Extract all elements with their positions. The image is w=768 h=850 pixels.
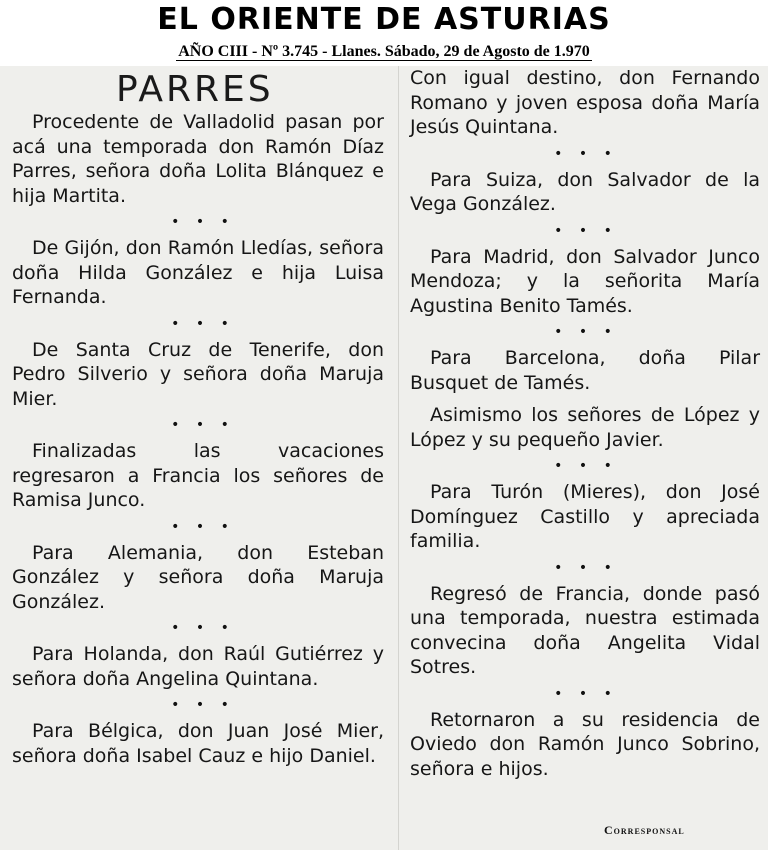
news-paragraph: Para Barcelona, doña Pilar Busquet de Tamés. <box>410 347 760 394</box>
newspaper-title: EL ORIENTE DE ASTURIAS <box>157 2 611 37</box>
issue-line-text: AÑO CIII - Nº 3.745 - Llanes. Sábado, 29 de Agosto de 1.970 <box>178 43 590 60</box>
news-paragraph: De Gijón, don Ramón Lledías, señora doña Hilda González e hija Luisa Fernanda. <box>12 237 384 308</box>
separator-dots: • • • <box>171 620 235 636</box>
news-paragraph: Para Suiza, don Salvador de la Vega González. <box>410 168 760 215</box>
column-divider <box>398 66 399 850</box>
issue-line <box>0 43 768 61</box>
separator-dots: • • • <box>554 458 618 474</box>
paragraph-gap <box>410 395 760 403</box>
separator-dots: • • • <box>554 559 618 576</box>
separator-dots: • • • <box>554 324 618 340</box>
news-paragraph: Finalizadas las vacaciones regresaron a Francia los señores de Ramisa Junco. <box>12 440 384 511</box>
separator-dots: • • • <box>171 315 235 332</box>
news-paragraph: Para Turón (Mieres), don José Domínguez Castillo y apreciada familia. <box>410 481 760 552</box>
news-paragraph: Procedente de Valladolid pasan por acá una temporada don Ramón Díaz Parres, señora doña Lolita Blánquez e hija Martita. <box>12 111 384 207</box>
separator-dots: • • • <box>554 222 618 239</box>
separator-dots: • • • <box>171 417 235 433</box>
left-column <box>12 66 384 850</box>
news-paragraph: Para Alemania, don Esteban González y señora doña Maruja González. <box>12 541 384 613</box>
separator-dots: • • • <box>554 685 618 702</box>
separator-dots: • • • <box>554 145 618 162</box>
separator-dots: • • • <box>171 697 235 713</box>
news-paragraph: Regresó de Francia, donde pasó una temporada, nuestra estimada convecina doña Angelita Vidal Sotres. <box>410 582 760 678</box>
news-paragraph: Asimismo los señores de López y López y su pequeño Javier. <box>410 404 760 451</box>
section-heading: PARRES <box>116 69 274 110</box>
right-column <box>410 66 760 850</box>
news-paragraph: Para Madrid, don Salvador Junco Mendoza; y la señorita María Agustina Benito Tamés. <box>410 245 760 317</box>
signature-corresponsal: Corresponsal <box>604 823 685 837</box>
news-paragraph: Con igual destino, don Fernando Romano y joven esposa doña María Jesús Quintana. <box>410 67 760 138</box>
news-paragraph: Retornaron a su residencia de Oviedo don Ramón Junco Sobrino, señora e hijos. <box>410 708 760 780</box>
masthead <box>0 0 768 70</box>
news-paragraph: De Santa Cruz de Tenerife, don Pedro Silverio y señora doña Maruja Mier. <box>12 338 384 410</box>
separator-dots: • • • <box>171 214 235 230</box>
separator-dots: • • • <box>171 518 235 535</box>
news-paragraph: Para Holanda, don Raúl Gutiérrez y señora doña Angelina Quintana. <box>12 643 384 690</box>
news-paragraph: Para Bélgica, don Juan José Mier, señora doña Isabel Cauz e hijo Daniel. <box>12 720 384 767</box>
